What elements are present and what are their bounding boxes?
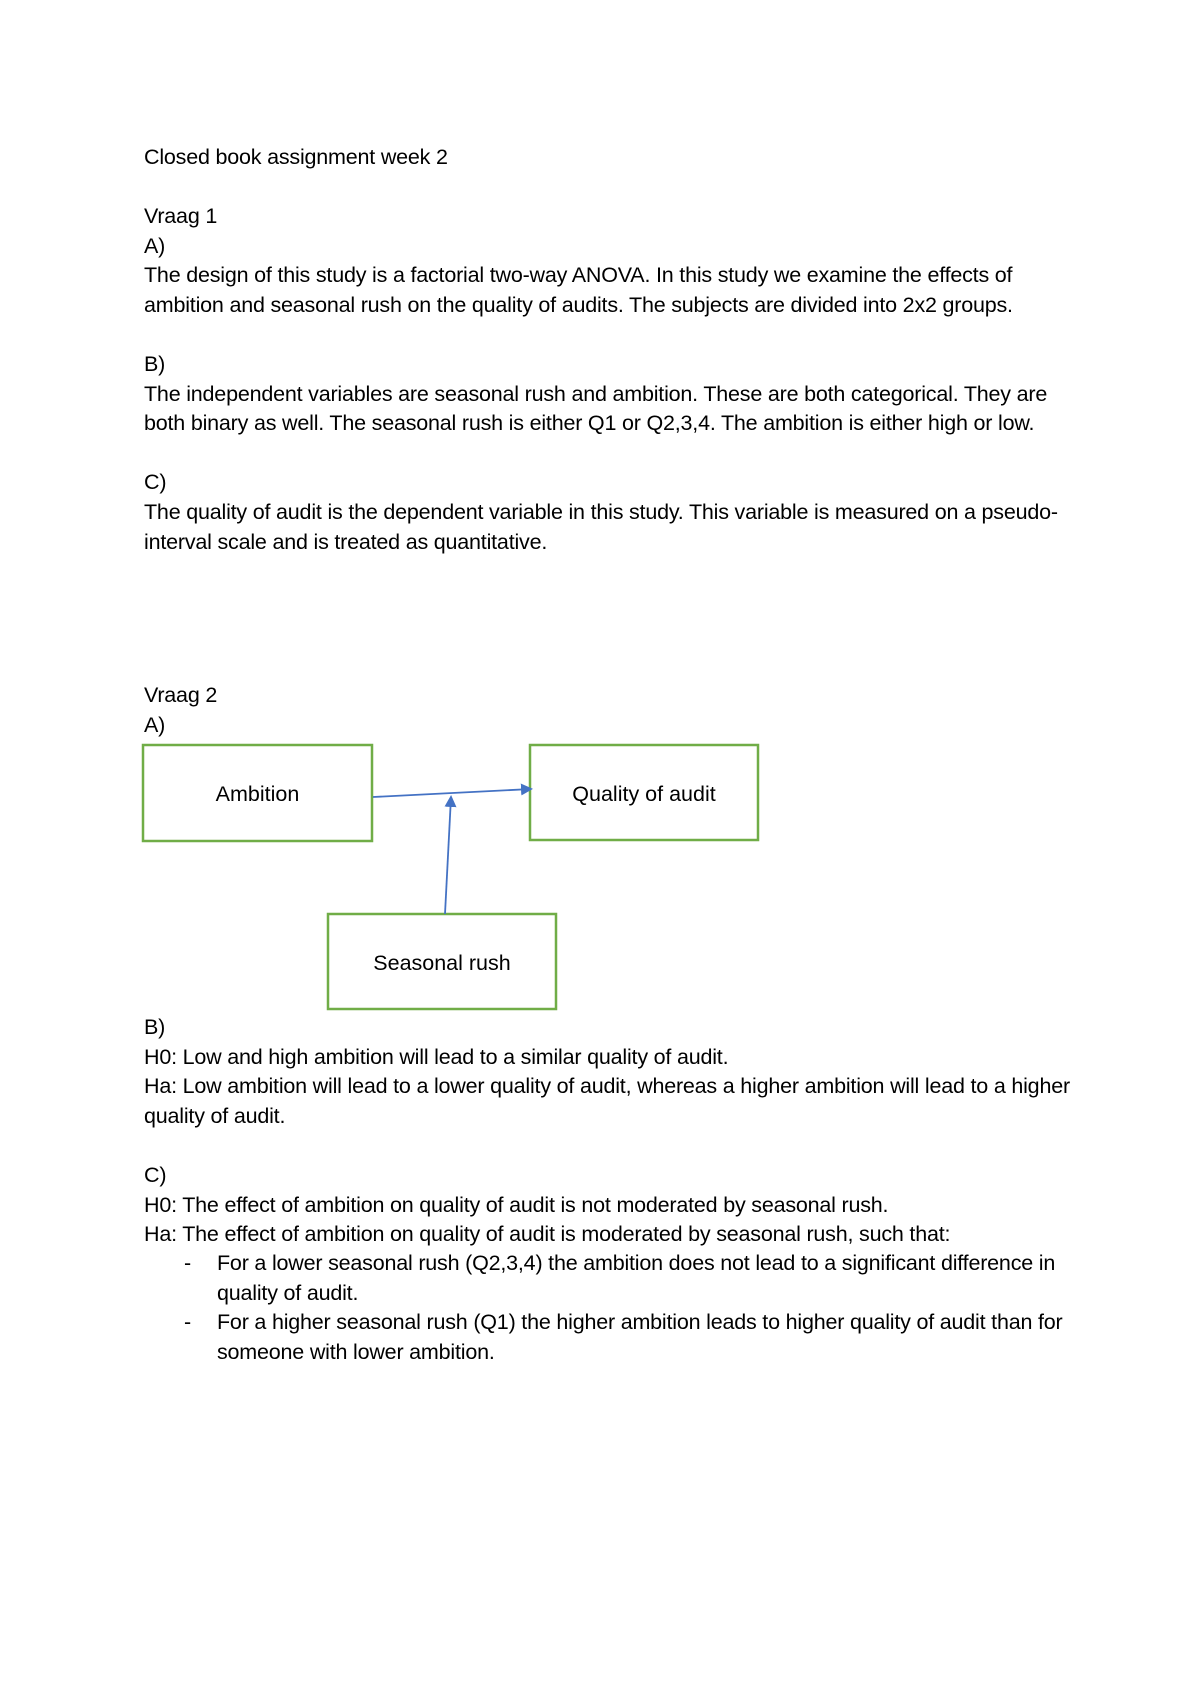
question-1b-answer: The independent variables are seasonal rush and ambition. These are both categorical. They are both binary as well. The seasonal rush is either Q1 or Q2,3,4. The ambition is either high or low. (144, 381, 1048, 436)
question-1c-label: C) (144, 470, 167, 495)
question-1-heading: Vraag 1 (144, 204, 218, 228)
question-2b-label: B) (144, 1015, 166, 1039)
bullet-text: For a lower seasonal rush (Q2,3,4) the ambition does not lead to a significant difference in quality of audit. (217, 1251, 1056, 1305)
question-1a-label: A) (144, 233, 166, 258)
box-seasonal-rush (328, 914, 556, 1009)
question-2c-label: C) (144, 1162, 167, 1187)
title-text: Closed book assignment week 2 (144, 145, 448, 169)
box-ambition-label: Ambition (215, 782, 300, 806)
question-2c-ha: Ha: The effect of ambition on quality of audit is moderated by seasonal rush, such that: (144, 1222, 951, 1247)
bullet-text: For a higher seasonal rush (Q1) the higher ambition leads to higher quality of audit than for someone with lower ambition. (217, 1310, 1063, 1364)
box-ambition (143, 745, 372, 841)
bullet-marker: - (184, 1310, 191, 1335)
question-1a-answer: The design of this study is a factorial two-way ANOVA. In this study we examine the effects of ambition and seasonal rush on the quality of audits. The subjects are divided into 2x2 groups. (144, 263, 1013, 317)
box-quality-label: Quality of audit (572, 782, 716, 806)
arrow-ambition-to-quality (373, 789, 531, 797)
question-1c-answer: The quality of audit is the dependent variable in this study. This variable is measured on a pseudo-interval scale and is treated as quantitative. (144, 499, 1058, 554)
question-2b-section (144, 1013, 1074, 1250)
spacer (144, 1131, 1074, 1161)
question-2-heading: Vraag 2 (144, 683, 218, 707)
question-2b-h0: H0: Low and high ambition will lead to a similar quality of audit. (144, 1044, 729, 1069)
arrow-seasonal-moderation (445, 797, 451, 914)
question-2c-h0: H0: The effect of ambition on quality of audit is not moderated by seasonal rush. (144, 1192, 889, 1217)
question-2a-label: A) (144, 712, 166, 737)
box-quality-of-audit (530, 745, 758, 840)
hypothesis-bullet-list (144, 1249, 1074, 1367)
box-seasonal-label: Seasonal rush (373, 951, 511, 975)
list-item (144, 1249, 1074, 1308)
list-item (144, 1308, 1074, 1367)
bullet-marker: - (184, 1251, 191, 1275)
question-1b-label: B) (144, 351, 166, 376)
question-2b-ha: Ha: Low ambition will lead to a lower quality of audit, whereas a higher ambition will lead to a higher quality of audit. (144, 1074, 1070, 1128)
